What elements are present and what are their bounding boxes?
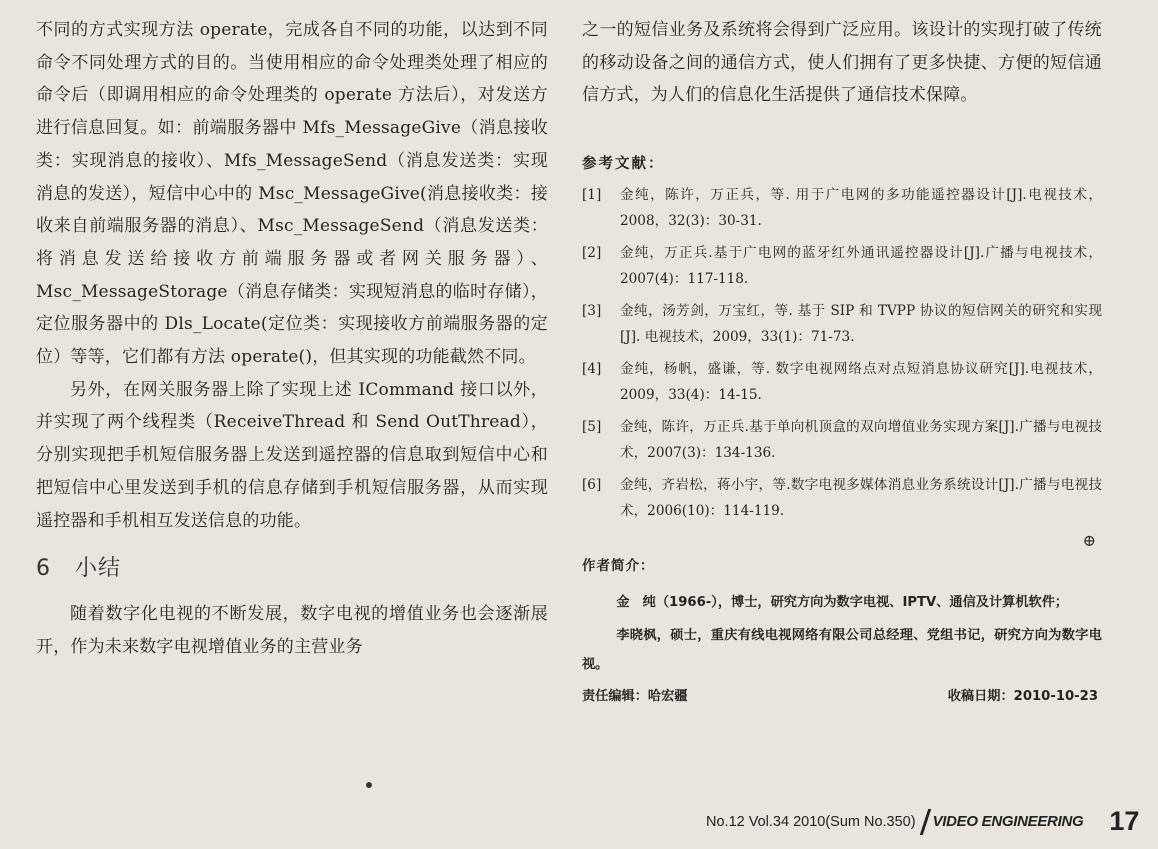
reference-text: 金纯，陈许，万正兵，等. 用于广电网的多功能遥控器设计[J].电视技术，2008，32(3)：30-31. — [620, 187, 1102, 229]
editor-credit: 责任编辑：哈宏疆 — [582, 689, 688, 705]
reference-item — [582, 183, 1102, 234]
section-title: 小结 — [75, 556, 122, 582]
journal-brand: VIDEO ENGINEERING — [932, 813, 1084, 830]
reference-text: 金纯，汤芳剑，万宝红，等. 基于 SIP 和 TVPP 协议的短信网关的研究和实现[J]. 电视技术，2009，33(1)：71-73. — [620, 303, 1102, 345]
author-bio: 金 纯（1966-），博士，研究方向为数字电视、IPTV、通信及计算机软件； — [616, 595, 1069, 611]
page-number: 17 — [1109, 806, 1140, 836]
right-column — [582, 14, 1102, 704]
reference-item — [582, 357, 1102, 408]
decorative-dot — [366, 782, 372, 788]
author-bio: 李晓枫，硕士，重庆有线电视网络有限公司总经理、党组书记，研究方向为数字电视。 — [582, 628, 1102, 673]
section-heading — [36, 551, 548, 582]
body-paragraph: 另外，在网关服务器上除了实现上述 ICommand 接口以外，并实现了两个线程类（ReceiveThread 和 Send OutThread），分别实现把手机短信服务器上发送到遥控器的信息取到短信中心和把短信中心里发送到手机的信息存储到手机短信服务器，从而实现遥控器和手机相互发送信息的功能。 — [36, 379, 548, 531]
body-paragraph: 不同的方式实现方法 operate，完成各自不同的功能，以达到不同命令不同处理方式的目的。当使用相应的命令处理类处理了相应的命令后（即调用相应的命令处理类的 operate 方法后），对发送方进行信息回复。如：前端服务器中 Mfs_MessageGive（消息接收类：实现消息的接收）、Mfs_MessageSend（消息发送类：实现消息的发送），短信中心中的 Msc_MessageGive(消息接收类：接收来自前端服务器的消息）、Msc_MessageSend（消息发送类：将消息发送给接收方前端服务器或者网关服务器）、Msc_MessageStorage（消息存储类：实现短消息的临时存储），定位服务器中的 Dls_Locate(定位类：实现接收方前端服务器的定位）等等，它们都有方法 operate()，但其实现的功能截然不同。 — [36, 20, 548, 368]
received-date: 收稿日期：2010-10-23 — [947, 689, 1098, 705]
slash-divider — [919, 809, 930, 835]
end-mark-icon: ⊕ — [1082, 531, 1096, 551]
left-column — [36, 14, 548, 664]
page-footer — [706, 806, 1139, 837]
reference-text: 金纯，陈许，万正兵.基于单向机顶盒的双向增值业务实现方案[J].广播与电视技术，2007(3)：134-136. — [620, 419, 1102, 461]
issue-info: No.12 Vol.34 2010(Sum No.350) — [706, 813, 916, 830]
reference-item — [582, 299, 1102, 350]
reference-item — [582, 473, 1102, 524]
reference-list — [582, 183, 1102, 524]
author-intro-title: 作者简介： — [582, 558, 655, 575]
reference-item — [582, 241, 1102, 292]
body-paragraph: 之一的短信业务及系统将会得到广泛应用。该设计的实现打破了传统的移动设备之间的通信方式，使人们拥有了更多快捷、方便的短信通信方式，为人们的信息化生活提供了通信技术保障。 — [582, 20, 1102, 106]
reference-text: 金纯，万正兵.基于广电网的蓝牙红外通讯遥控器设计[J].广播与电视技术，2007(4)：117-118. — [620, 245, 1102, 287]
references-title: 参考文献： — [582, 156, 665, 173]
reference-index: [2] — [582, 245, 602, 262]
reference-index: [4] — [582, 361, 602, 378]
section-number: 6 — [36, 556, 51, 582]
reference-index: [6] — [582, 477, 602, 494]
reference-item — [582, 415, 1102, 466]
reference-text: 金纯，齐岩松，蒋小宇，等.数字电视多媒体消息业务系统设计[J].广播与电视技术，2006(10)：114-119. — [620, 477, 1102, 519]
reference-text: 金纯，杨帆，盛谦，等. 数字电视网络点对点短消息协议研究[J].电视技术，2009，33(4)：14-15. — [620, 361, 1102, 403]
reference-index: [5] — [582, 419, 602, 436]
reference-index: [1] — [582, 187, 602, 204]
article-meta — [582, 685, 1102, 704]
reference-index: [3] — [582, 303, 602, 320]
body-paragraph: 随着数字化电视的不断发展，数字电视的增值业务也会逐渐展开，作为未来数字电视增值业务的主营业务 — [36, 604, 548, 657]
